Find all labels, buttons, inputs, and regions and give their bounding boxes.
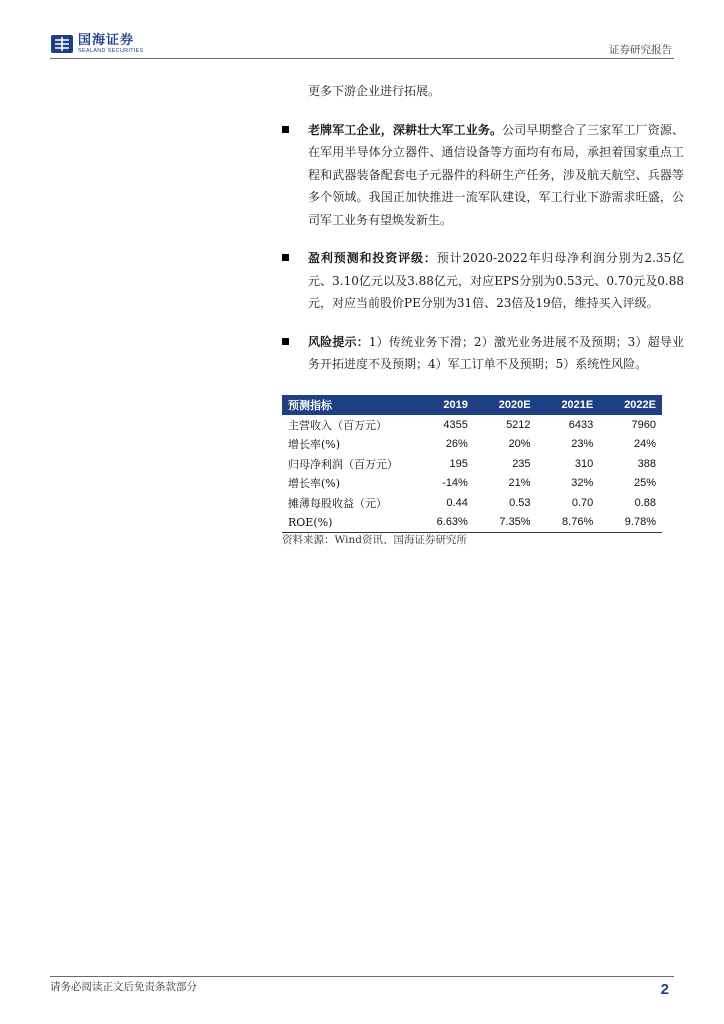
table-cell: 24% xyxy=(633,438,656,451)
bullet-body: 预计2020-2022年归母净利润分别为2.35亿元、3.10亿元以及3.88亿元，对应EPS分别为0.53元、0.70元及0.88元，对应当前股价PE分别为31倍、23倍及19倍，维持买入评级。 xyxy=(308,251,684,310)
sealand-logo-icon xyxy=(50,34,74,54)
table-cell: 摊薄每股收益（元） xyxy=(288,496,387,510)
brand-name-en: SEALAND SECURITIES xyxy=(78,48,144,54)
table-cell: 21% xyxy=(508,477,531,490)
table-cell: 195 xyxy=(449,457,468,470)
table-row xyxy=(282,513,662,533)
forecast-table xyxy=(282,395,662,533)
bullet-military-business xyxy=(282,119,684,232)
brand-name-cn: 国海证券 xyxy=(78,33,135,48)
table-cell: 20% xyxy=(508,438,531,451)
table-cell: 6.63% xyxy=(412,513,474,533)
footer-disclaimer: 请务必阅读正文后免责条款部分 xyxy=(50,981,197,993)
table-cell: 235 xyxy=(512,457,531,470)
table-row xyxy=(282,454,662,474)
table-cell: 4355 xyxy=(443,418,468,431)
header-divider xyxy=(50,58,674,59)
table-row xyxy=(282,493,662,513)
continuation-paragraph: 更多下游企业进行拓展。 xyxy=(308,84,441,98)
table-cell: 25% xyxy=(633,477,656,490)
table-cell: 0.44 xyxy=(446,496,468,509)
table-cell: 7.35% xyxy=(474,513,537,533)
table-cell: -14% xyxy=(442,477,468,490)
table-cell: 0.88 xyxy=(634,496,656,509)
table-cell: 归母净利润（百万元） xyxy=(288,457,398,471)
table-cell: 增长率(%) xyxy=(288,438,341,452)
table-row xyxy=(282,415,662,435)
table-cell: 8.76% xyxy=(537,513,600,533)
report-type-label: 证券研究报告 xyxy=(609,44,672,56)
table-header-cell: 2021E xyxy=(537,395,600,415)
table-cell: 主营收入（百万元） xyxy=(288,418,387,432)
table-header-cell: 2019 xyxy=(412,395,474,415)
table-cell: 9.78% xyxy=(599,513,662,533)
bullet-square-icon xyxy=(282,254,289,261)
bullet-headline: 风险提示： xyxy=(308,334,369,349)
brand-logo xyxy=(50,34,144,55)
table-cell: 0.70 xyxy=(571,496,594,509)
bullet-risk-warning xyxy=(282,331,684,376)
table-cell: ROE(%) xyxy=(282,513,412,533)
table-source-note: 资料来源：Wind资讯、国海证券研究所 xyxy=(282,534,467,546)
page-header xyxy=(0,0,724,60)
bullet-headline: 盈利预测和投资评级： xyxy=(308,251,437,265)
table-row xyxy=(282,474,662,494)
bullet-body: 公司早期整合了三家军工厂资源、在军用半导体分立器件、通信设备等方面均有布局，承担着国家重点工程和武器装备配套电子元器件的科研生产任务，涉及航天航空、兵器等多个领域。我国正加快推进一流军队建设，军工行业下游需求旺盛，公司军工业务有望焕发新生。 xyxy=(308,122,684,227)
table-cell: 增长率(%) xyxy=(288,477,341,491)
table-header-cell: 预测指标 xyxy=(282,395,412,415)
bullet-square-icon xyxy=(282,126,289,133)
table-cell: 26% xyxy=(445,438,468,451)
table-header-cell: 2022E xyxy=(599,395,662,415)
bullet-headline: 老牌军工企业，深耕壮大军工业务。 xyxy=(308,122,503,137)
table-cell: 388 xyxy=(637,457,656,470)
table-cell: 0.53 xyxy=(509,496,531,509)
table-cell: 5212 xyxy=(506,418,531,431)
table-cell: 7960 xyxy=(631,418,656,431)
table-cell: 23% xyxy=(571,438,594,451)
table-cell: 310 xyxy=(574,457,594,470)
report-body xyxy=(282,80,684,376)
bullet-earnings-forecast xyxy=(282,247,684,315)
table-row xyxy=(282,435,662,455)
table-header-cell: 2020E xyxy=(474,395,537,415)
bullet-body: 1）传统业务下滑；2）激光业务进展不及预期；3）超导业务开拓进度不及预期；4）军工订单不及预期；5）系统性风险。 xyxy=(308,334,684,371)
page-number: 2 xyxy=(660,981,669,998)
bullet-square-icon xyxy=(282,338,289,345)
table-cell: 32% xyxy=(571,477,594,490)
table-header-row xyxy=(282,395,662,415)
footer-divider xyxy=(50,976,674,977)
table-cell: 6433 xyxy=(568,418,594,431)
